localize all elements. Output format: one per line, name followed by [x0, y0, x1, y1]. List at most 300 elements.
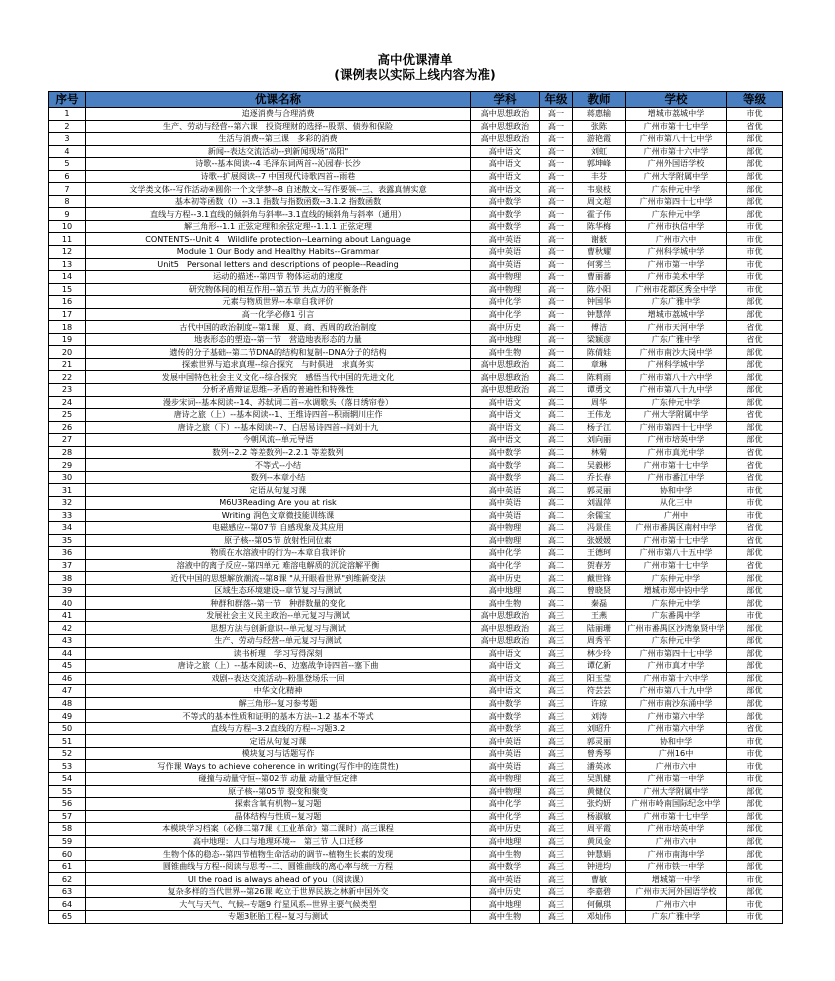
cell-grade: 高二 — [540, 371, 573, 384]
cell-level: 部优 — [727, 885, 783, 898]
cell-grade: 高二 — [540, 584, 573, 597]
cell-subject: 高中物理 — [471, 271, 540, 284]
cell-grade: 高一 — [540, 283, 573, 296]
cell-level: 部优 — [727, 622, 783, 635]
cell-course-name: 发展社会主义民主政治--单元复习与测试 — [86, 609, 471, 622]
cell-grade: 高二 — [540, 434, 573, 447]
cell-teacher: 曾秀琴 — [573, 747, 626, 760]
cell-grade: 高二 — [540, 384, 573, 397]
cell-number: 43 — [49, 634, 86, 647]
cell-teacher: 杨淑敏 — [573, 810, 626, 823]
header-cell-level: 等级 — [727, 92, 783, 108]
cell-subject: 高中语文 — [471, 647, 540, 660]
cell-course-name: 数列--2.2 等差数列--2.2.1 等差数列 — [86, 446, 471, 459]
cell-course-name: Unit5 Personal letters and descriptions of people--Reading — [86, 258, 471, 271]
cell-subject: 高中历史 — [471, 823, 540, 836]
cell-school: 广州市第八十九中学 — [626, 384, 727, 397]
cell-grade: 高三 — [540, 873, 573, 886]
cell-subject: 高中英语 — [471, 509, 540, 522]
cell-number: 14 — [49, 271, 86, 284]
cell-teacher: 黄健仪 — [573, 785, 626, 798]
cell-level: 部优 — [727, 384, 783, 397]
cell-grade: 高三 — [540, 798, 573, 811]
table-row — [49, 798, 783, 811]
cell-course-name: 碰撞与动量守恒--第02节 动量 动量守恒定律 — [86, 772, 471, 785]
cell-grade: 高一 — [540, 183, 573, 196]
cell-grade: 高二 — [540, 446, 573, 459]
cell-number: 16 — [49, 296, 86, 309]
table-row — [49, 584, 783, 597]
cell-level: 部优 — [727, 785, 783, 798]
cell-subject: 高中历史 — [471, 885, 540, 898]
cell-grade: 高三 — [540, 760, 573, 773]
cell-course-name: 中华文化精神 — [86, 685, 471, 698]
cell-course-name: 高一化学必修1 引言 — [86, 308, 471, 321]
cell-subject: 高中化学 — [471, 810, 540, 823]
cell-course-name: 生产、劳动与经营--第六课 投资理财的选择--股票、债券和保险 — [86, 120, 471, 133]
cell-subject: 高中数学 — [471, 208, 540, 221]
cell-level: 部优 — [727, 346, 783, 359]
cell-teacher: 刘涛 — [573, 710, 626, 723]
cell-subject: 高中英语 — [471, 735, 540, 748]
cell-level: 市优 — [727, 772, 783, 785]
cell-number: 64 — [49, 898, 86, 911]
cell-level: 部优 — [727, 697, 783, 710]
cell-subject: 高中化学 — [471, 559, 540, 572]
cell-level: 市优 — [727, 898, 783, 911]
cell-subject: 高中数学 — [471, 722, 540, 735]
cell-number: 54 — [49, 772, 86, 785]
header-cell-grade: 年级 — [540, 92, 573, 108]
cell-school: 广州市南沙大岗中学 — [626, 346, 727, 359]
cell-school: 广州市第四十七中学 — [626, 195, 727, 208]
cell-grade: 高三 — [540, 647, 573, 660]
cell-course-name: 解三角形--1.1 正弦定理和余弦定理--1.1.1 正弦定理 — [86, 220, 471, 233]
cell-number: 17 — [49, 308, 86, 321]
table-row — [49, 685, 783, 698]
cell-grade: 高二 — [540, 534, 573, 547]
cell-school: 广州市六中 — [626, 233, 727, 246]
cell-teacher: 章琳 — [573, 358, 626, 371]
cell-number: 13 — [49, 258, 86, 271]
spreadsheet — [48, 52, 782, 924]
cell-grade: 高一 — [540, 133, 573, 146]
table-row — [49, 509, 783, 522]
cell-course-name: 地表形态的塑造--第一节 营造地表形态的力量 — [86, 333, 471, 346]
table-row — [49, 384, 783, 397]
cell-number: 31 — [49, 484, 86, 497]
cell-level: 部优 — [727, 710, 783, 723]
cell-grade: 高二 — [540, 484, 573, 497]
table-row — [49, 785, 783, 798]
cell-level: 市优 — [727, 609, 783, 622]
cell-number: 62 — [49, 873, 86, 886]
cell-level: 部优 — [727, 308, 783, 321]
cell-course-name: 溶液中的离子反应--第四单元 难溶电解质的沉淀溶解平衡 — [86, 559, 471, 572]
cell-level: 部优 — [727, 584, 783, 597]
cell-course-name: 区域生态环境建设--章节复习与测试 — [86, 584, 471, 597]
cell-number: 57 — [49, 810, 86, 823]
cell-course-name: 定语从句复习课 — [86, 484, 471, 497]
cell-teacher: 杨子江 — [573, 421, 626, 434]
cell-subject: 高中思想政治 — [471, 120, 540, 133]
table-row — [49, 873, 783, 886]
table-row — [49, 170, 783, 183]
cell-school: 广州外国语学校 — [626, 158, 727, 171]
cell-number: 52 — [49, 747, 86, 760]
cell-subject: 高中语文 — [471, 158, 540, 171]
cell-teacher: 蒋惠输 — [573, 108, 626, 121]
table-row — [49, 220, 783, 233]
cell-level: 市优 — [727, 233, 783, 246]
cell-school: 广州市第八十六中学 — [626, 371, 727, 384]
cell-teacher: 刘昭升 — [573, 722, 626, 735]
cell-course-name: 唐诗之旅（上）--基本阅读--6、边塞战争诗四首--塞下曲 — [86, 660, 471, 673]
cell-grade: 高一 — [540, 321, 573, 334]
cell-course-name: 戏剧--表达交流活动--粉墨登场乐一回 — [86, 672, 471, 685]
cell-course-name: 生产、劳动与经营--单元复习与测试 — [86, 634, 471, 647]
cell-level: 部优 — [727, 396, 783, 409]
cell-teacher: 何佩琪 — [573, 898, 626, 911]
cell-subject: 高中语文 — [471, 660, 540, 673]
table-row — [49, 371, 783, 384]
table-row — [49, 421, 783, 434]
cell-level: 市优 — [727, 246, 783, 259]
cell-subject: 高中语文 — [471, 672, 540, 685]
cell-school: 广东广雅中学 — [626, 333, 727, 346]
cell-school: 广东广雅中学 — [626, 911, 727, 924]
cell-number: 25 — [49, 409, 86, 422]
cell-number: 46 — [49, 672, 86, 685]
cell-grade: 高一 — [540, 271, 573, 284]
cell-subject: 高中地理 — [471, 333, 540, 346]
cell-school: 增城第一中学 — [626, 873, 727, 886]
cell-teacher: 傅洁 — [573, 321, 626, 334]
cell-subject: 高中数学 — [471, 220, 540, 233]
cell-course-name: 解三角形--复习参考题 — [86, 697, 471, 710]
cell-level: 部优 — [727, 810, 783, 823]
table-row — [49, 208, 783, 221]
cell-grade: 高一 — [540, 246, 573, 259]
cell-subject: 高中数学 — [471, 710, 540, 723]
cell-grade: 高三 — [540, 672, 573, 685]
cell-level: 市优 — [727, 108, 783, 121]
cell-level: 省优 — [727, 559, 783, 572]
header-cell-school: 学校 — [626, 92, 727, 108]
cell-course-name: 研究物体间的相互作用--第五节 共点力的平衡条件 — [86, 283, 471, 296]
cell-course-name: 分析矛盾辩证思维--矛盾的普遍性和特殊性 — [86, 384, 471, 397]
cell-school: 广州市六中 — [626, 760, 727, 773]
cell-course-name: 直线与方程--3.2直线的方程--习题3.2 — [86, 722, 471, 735]
table-row — [49, 522, 783, 535]
cell-teacher: 张灼妍 — [573, 798, 626, 811]
cell-subject: 高中英语 — [471, 233, 540, 246]
cell-course-name: 原子核--第05节 裂变和聚变 — [86, 785, 471, 798]
cell-teacher: 邓灿伟 — [573, 911, 626, 924]
table-row — [49, 848, 783, 861]
cell-school: 广州市培英中学 — [626, 434, 727, 447]
cell-number: 35 — [49, 534, 86, 547]
cell-teacher: 谢薮 — [573, 233, 626, 246]
cell-school: 广州大学附属中学 — [626, 409, 727, 422]
cell-school: 广州市第一中学 — [626, 258, 727, 271]
cell-subject: 高中物理 — [471, 534, 540, 547]
cell-grade: 高一 — [540, 296, 573, 309]
header-cell-subject: 学科 — [471, 92, 540, 108]
cell-teacher: 戴世锋 — [573, 572, 626, 585]
cell-teacher: 刘温萍 — [573, 496, 626, 509]
cell-course-name: 直线与方程--3.1直线的倾斜角与斜率--3.1直线的倾斜角与斜率（通用） — [86, 208, 471, 221]
cell-school: 增城市荔城中学 — [626, 108, 727, 121]
cell-school: 广州市第八十七中学 — [626, 133, 727, 146]
cell-level: 省优 — [727, 522, 783, 535]
cell-school: 广东番禺中学 — [626, 609, 727, 622]
cell-course-name: 高中地理：人口与地理环境-- 第三节 人口迁移 — [86, 835, 471, 848]
cell-level: 部优 — [727, 133, 783, 146]
cell-teacher: 林菊 — [573, 446, 626, 459]
table-row — [49, 634, 783, 647]
cell-course-name: 电磁感应--第07节 自感现象及其应用 — [86, 522, 471, 535]
table-row — [49, 471, 783, 484]
cell-number: 24 — [49, 396, 86, 409]
cell-grade: 高二 — [540, 559, 573, 572]
cell-subject: 高中思想政治 — [471, 358, 540, 371]
cell-level: 部优 — [727, 823, 783, 836]
table-row — [49, 258, 783, 271]
table-row — [49, 133, 783, 146]
cell-number: 8 — [49, 195, 86, 208]
cell-number: 26 — [49, 421, 86, 434]
cell-grade: 高三 — [540, 823, 573, 836]
cell-school: 广东广雅中学 — [626, 296, 727, 309]
cell-grade: 高二 — [540, 409, 573, 422]
cell-grade: 高一 — [540, 145, 573, 158]
cell-subject: 高中数学 — [471, 446, 540, 459]
cell-subject: 高中数学 — [471, 860, 540, 873]
cell-number: 56 — [49, 798, 86, 811]
cell-grade: 高一 — [540, 233, 573, 246]
cell-number: 2 — [49, 120, 86, 133]
table-row — [49, 459, 783, 472]
cell-grade: 高二 — [540, 547, 573, 560]
cell-teacher: 冯景佳 — [573, 522, 626, 535]
cell-teacher: 阳玉莹 — [573, 672, 626, 685]
cell-course-name: 大气与天气、气候--专题9 行星风系--世界主要气候类型 — [86, 898, 471, 911]
table-row — [49, 647, 783, 660]
cell-teacher: 王德珂 — [573, 547, 626, 560]
cell-teacher: 黄凤金 — [573, 835, 626, 848]
cell-course-name: 种群和群落--第一节 种群数量的变化 — [86, 597, 471, 610]
cell-teacher: 刘虹 — [573, 145, 626, 158]
cell-subject: 高中历史 — [471, 321, 540, 334]
cell-grade: 高三 — [540, 660, 573, 673]
cell-grade: 高三 — [540, 810, 573, 823]
cell-school: 广州科学城中学 — [626, 246, 727, 259]
cell-number: 48 — [49, 697, 86, 710]
cell-course-name: 元素与物质世界--本章自我评价 — [86, 296, 471, 309]
cell-subject: 高中生物 — [471, 848, 540, 861]
cell-level: 省优 — [727, 120, 783, 133]
table-row — [49, 195, 783, 208]
cell-school: 广州市第四十七中学 — [626, 647, 727, 660]
table-row — [49, 283, 783, 296]
table-row — [49, 333, 783, 346]
cell-course-name: 文学类文体--写作活动④圆你一个文学梦--8 自述散文--写作要领--三、表露真情实意 — [86, 183, 471, 196]
cell-course-name: M6U3Reading Are you at risk — [86, 496, 471, 509]
cell-teacher: 林少玲 — [573, 647, 626, 660]
cell-teacher: 乔长春 — [573, 471, 626, 484]
cell-course-name: 不等式的基本性质和证明的基本方法--1.2 基本不等式 — [86, 710, 471, 723]
cell-course-name: 思想方法与创新意识--单元复习与测试 — [86, 622, 471, 635]
cell-number: 27 — [49, 434, 86, 447]
cell-teacher: 张媛媛 — [573, 534, 626, 547]
cell-level: 市优 — [727, 484, 783, 497]
cell-school: 广州市花都区秀全中学 — [626, 283, 727, 296]
cell-number: 50 — [49, 722, 86, 735]
cell-number: 37 — [49, 559, 86, 572]
cell-number: 55 — [49, 785, 86, 798]
cell-course-name: 诗歌--基本阅读--4 毛泽东词两首--沁园春·长沙 — [86, 158, 471, 171]
cell-number: 20 — [49, 346, 86, 359]
header-row — [49, 92, 783, 108]
cell-subject: 高中思想政治 — [471, 622, 540, 635]
cell-subject: 高中语文 — [471, 409, 540, 422]
cell-level: 部优 — [727, 158, 783, 171]
cell-number: 38 — [49, 572, 86, 585]
cell-school: 广州大学附属中学 — [626, 785, 727, 798]
cell-number: 45 — [49, 660, 86, 673]
cell-teacher: 吴毅彬 — [573, 459, 626, 472]
cell-subject: 高中思想政治 — [471, 133, 540, 146]
cell-grade: 高三 — [540, 885, 573, 898]
cell-level: 省优 — [727, 321, 783, 334]
cell-subject: 高中地理 — [471, 835, 540, 848]
cell-number: 15 — [49, 283, 86, 296]
table-row — [49, 496, 783, 509]
cell-grade: 高一 — [540, 220, 573, 233]
table-row — [49, 885, 783, 898]
table-row — [49, 446, 783, 459]
cell-subject: 高中生物 — [471, 597, 540, 610]
cell-level: 市优 — [727, 220, 783, 233]
table-row — [49, 735, 783, 748]
cell-course-name: 近代中国的思想解放潮流--第8课 "从开眼看世界"到维新变法 — [86, 572, 471, 585]
cell-course-name: 专题3胚胎工程--复习与测试 — [86, 911, 471, 924]
cell-school: 广州市执信中学 — [626, 220, 727, 233]
cell-level: 省优 — [727, 722, 783, 735]
cell-teacher: 许琼 — [573, 697, 626, 710]
cell-level: 省优 — [727, 446, 783, 459]
cell-teacher: 刘向丽 — [573, 434, 626, 447]
cell-school: 广东仲元中学 — [626, 183, 727, 196]
cell-school: 广州市第八十九中学 — [626, 685, 727, 698]
cell-grade: 高二 — [540, 522, 573, 535]
cell-number: 21 — [49, 358, 86, 371]
cell-teacher: 钟慧萍 — [573, 308, 626, 321]
cell-teacher: 李嘉碧 — [573, 885, 626, 898]
cell-teacher: 潘英冰 — [573, 760, 626, 773]
cell-grade: 高一 — [540, 195, 573, 208]
cell-course-name: 探索世界与追求真理--综合探究 与时俱进 求真务实 — [86, 358, 471, 371]
course-table — [48, 91, 783, 924]
table-row — [49, 835, 783, 848]
cell-course-name: 唐诗之旅（上）--基本阅读--1、王维诗四首--积雨辋川庄作 — [86, 409, 471, 422]
table-row — [49, 760, 783, 773]
table-row — [49, 534, 783, 547]
cell-school: 广东仲元中学 — [626, 634, 727, 647]
table-row — [49, 409, 783, 422]
cell-course-name: 模块复习与话题写作 — [86, 747, 471, 760]
cell-grade: 高二 — [540, 509, 573, 522]
cell-level: 部优 — [727, 371, 783, 384]
table-row — [49, 622, 783, 635]
cell-subject: 高中语文 — [471, 170, 540, 183]
cell-school: 广州市番禺区沙湾象贤中学 — [627, 622, 725, 633]
cell-teacher: 余儒宝 — [573, 509, 626, 522]
cell-teacher: 陆丽珊 — [573, 622, 626, 635]
table-row — [49, 358, 783, 371]
table-row — [49, 710, 783, 723]
cell-level: 部优 — [727, 434, 783, 447]
cell-level: 部优 — [727, 597, 783, 610]
cell-grade: 高三 — [540, 609, 573, 622]
cell-subject: 高中思想政治 — [471, 371, 540, 384]
cell-subject: 高中历史 — [471, 572, 540, 585]
cell-subject: 高中生物 — [471, 346, 540, 359]
cell-teacher: 丰芬 — [573, 170, 626, 183]
cell-course-name: 不等式--小结 — [86, 459, 471, 472]
cell-level: 部优 — [727, 296, 783, 309]
cell-school: 从化三中 — [626, 496, 727, 509]
cell-teacher: 陈倩娃 — [573, 346, 626, 359]
cell-course-name: 原子核--第05节 放射性同位素 — [86, 534, 471, 547]
cell-school: 协和中学 — [626, 484, 727, 497]
cell-teacher: 陈小阳 — [573, 283, 626, 296]
cell-school: 广州市第十七中学 — [626, 459, 727, 472]
cell-subject: 高中物理 — [471, 785, 540, 798]
cell-number: 63 — [49, 885, 86, 898]
cell-subject: 高中化学 — [471, 308, 540, 321]
cell-teacher: 郭灵丽 — [573, 735, 626, 748]
cell-grade: 高二 — [540, 597, 573, 610]
cell-level: 部优 — [727, 672, 783, 685]
cell-level: 部优 — [727, 798, 783, 811]
cell-course-name: 基本初等函数（Ⅰ）--3.1 指数与指数函数--3.1.2 指数函数 — [86, 195, 471, 208]
cell-level: 市优 — [727, 509, 783, 522]
cell-course-name: 遗传的分子基础--第二节DNA的结构和复制--DNA分子的结构 — [86, 346, 471, 359]
cell-course-name: 本模块学习档案（必修二第7课《工业革命》第二课时）高三课程 — [86, 823, 471, 836]
cell-subject: 高中英语 — [471, 246, 540, 259]
cell-school: 广州市第十七中学 — [626, 120, 727, 133]
table-row — [49, 233, 783, 246]
cell-level: 部优 — [727, 685, 783, 698]
cell-number: 9 — [49, 208, 86, 221]
cell-number: 51 — [49, 735, 86, 748]
cell-course-name: 定语从句复习课 — [86, 735, 471, 748]
cell-level: 部优 — [727, 208, 783, 221]
cell-subject: 高中化学 — [471, 547, 540, 560]
cell-subject: 高中英语 — [471, 258, 540, 271]
cell-grade: 高一 — [540, 108, 573, 121]
cell-school: 广东仲元中学 — [626, 396, 727, 409]
cell-grade: 高三 — [540, 911, 573, 924]
table-row — [49, 572, 783, 585]
cell-school: 广州市铁一中学 — [626, 860, 727, 873]
cell-school: 增城市荔城中学 — [626, 308, 727, 321]
cell-grade: 高三 — [540, 710, 573, 723]
cell-teacher: 曾晓贤 — [573, 584, 626, 597]
cell-grade: 高二 — [540, 459, 573, 472]
